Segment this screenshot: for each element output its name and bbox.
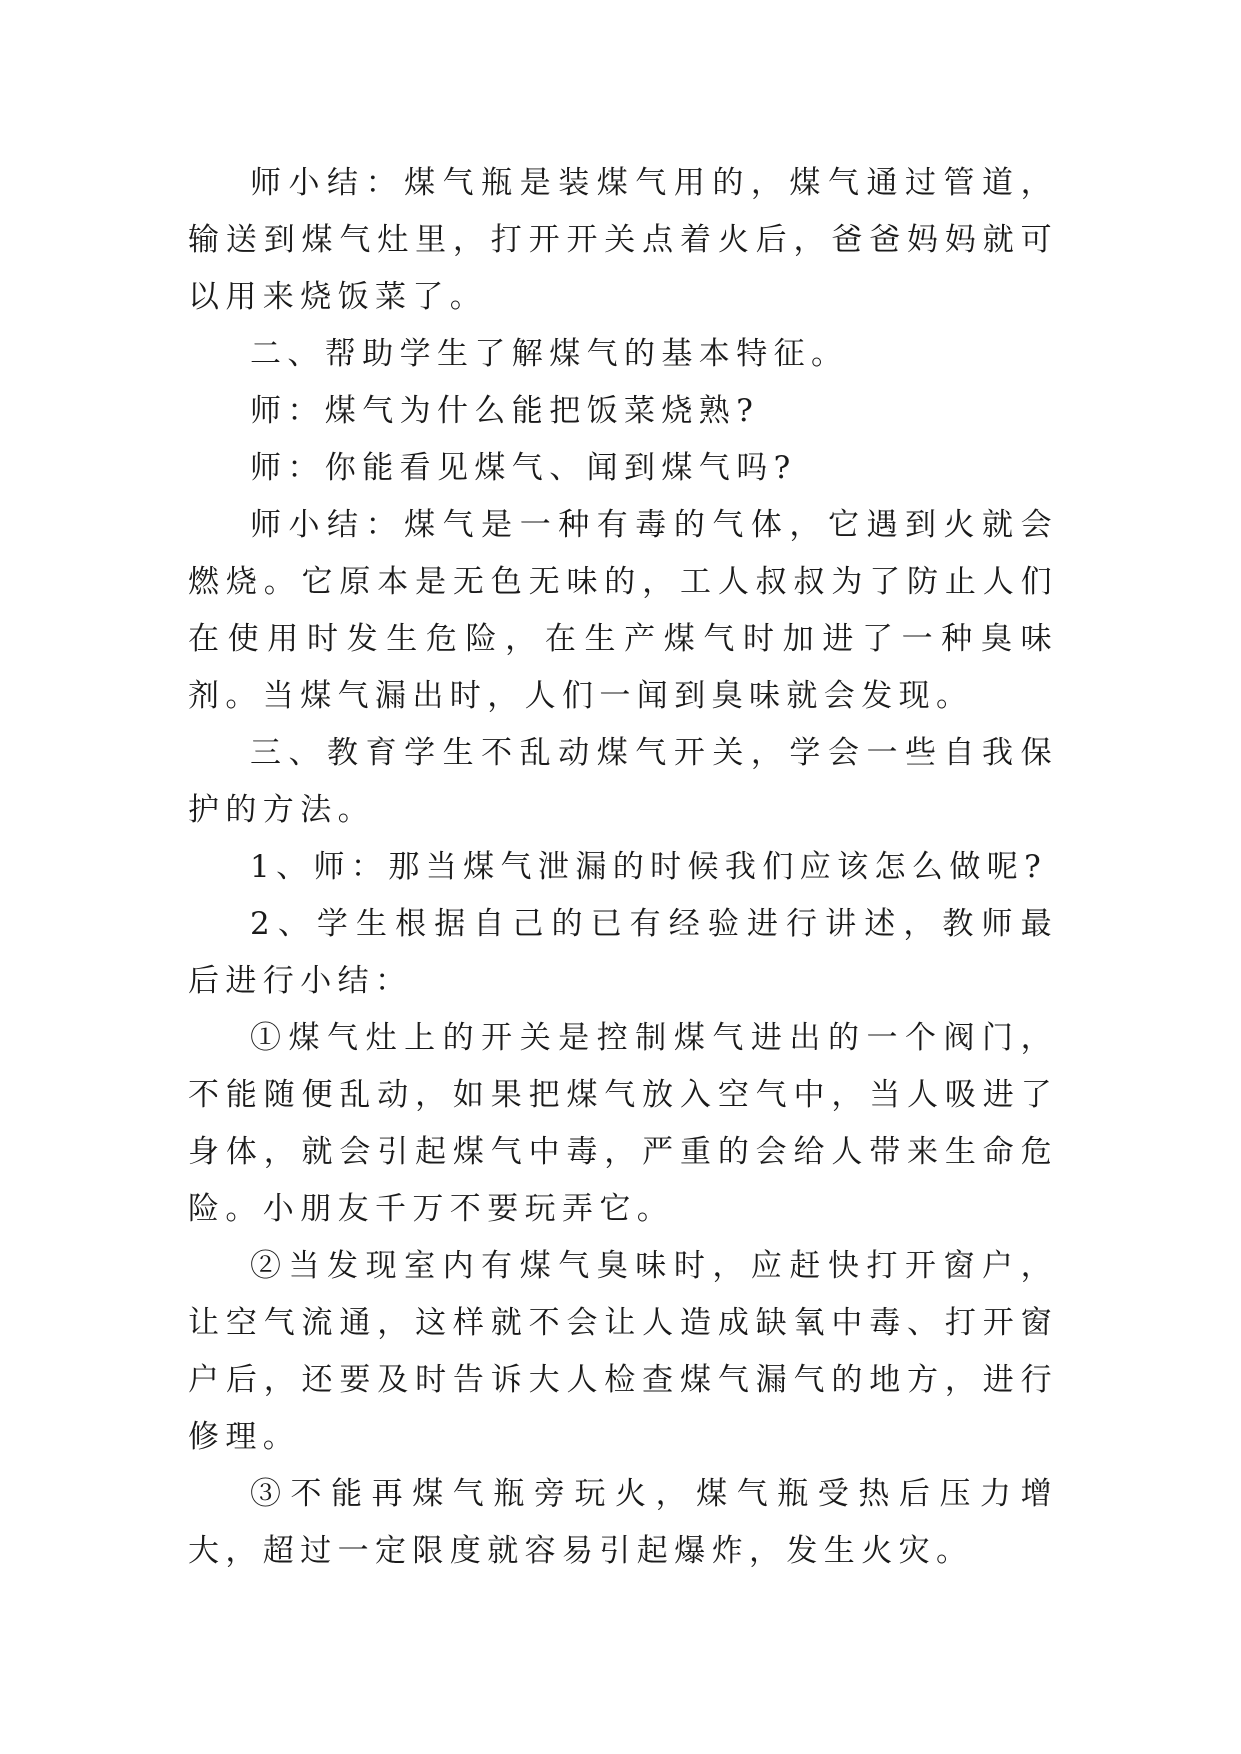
paragraph-point-1: ①煤气灶上的开关是控制煤气进出的一个阀门，不能随便乱动，如果把煤气放入空气中，当人吸进了身体，就会引起煤气中毒，严重的会给人带来生命危险。小朋友千万不要玩弄它。 — [188, 1020, 1058, 1227]
paragraph-section-three-heading: 三、教育学生不乱动煤气开关，学会一些自我保护的方法。 — [188, 735, 1058, 828]
paragraph-question-see-smell: 师：你能看见煤气、闻到煤气吗? — [250, 450, 797, 486]
paragraph-section-two-heading: 二、帮助学生了解煤气的基本特征。 — [250, 336, 849, 372]
paragraph-summary-gas-bottle: 师小结：煤气瓶是装煤气用的，煤气通过管道，输送到煤气灶里，打开开关点着火后，爸爸妈妈就可以用来烧饭菜了。 — [188, 165, 1058, 315]
paragraph-summary-toxic-gas: 师小结：煤气是一种有毒的气体，它遇到火就会燃烧。它原本是无色无味的，工人叔叔为了防止人们在使用时发生危险，在生产煤气时加进了一种臭味剂。当煤气漏出时，人们一闻到臭味就会发现。 — [188, 507, 1058, 714]
document-body — [188, 155, 1058, 1580]
paragraph-item-1: 1、师：那当煤气泄漏的时候我们应该怎么做呢? — [250, 849, 1048, 885]
paragraph-point-3: ③不能再煤气瓶旁玩火，煤气瓶受热后压力增大，超过一定限度就容易引起爆炸，发生火灾。 — [188, 1476, 1058, 1569]
paragraph-item-2: 2、学生根据自己的已有经验进行讲述，教师最后进行小结： — [188, 906, 1058, 999]
paragraph-question-cooking: 师：煤气为什么能把饭菜烧熟? — [250, 393, 760, 429]
paragraph-point-2: ②当发现室内有煤气臭味时，应赶快打开窗户，让空气流通，这样就不会让人造成缺氧中毒、打开窗户后，还要及时告诉大人检查煤气漏气的地方，进行修理。 — [188, 1248, 1058, 1455]
